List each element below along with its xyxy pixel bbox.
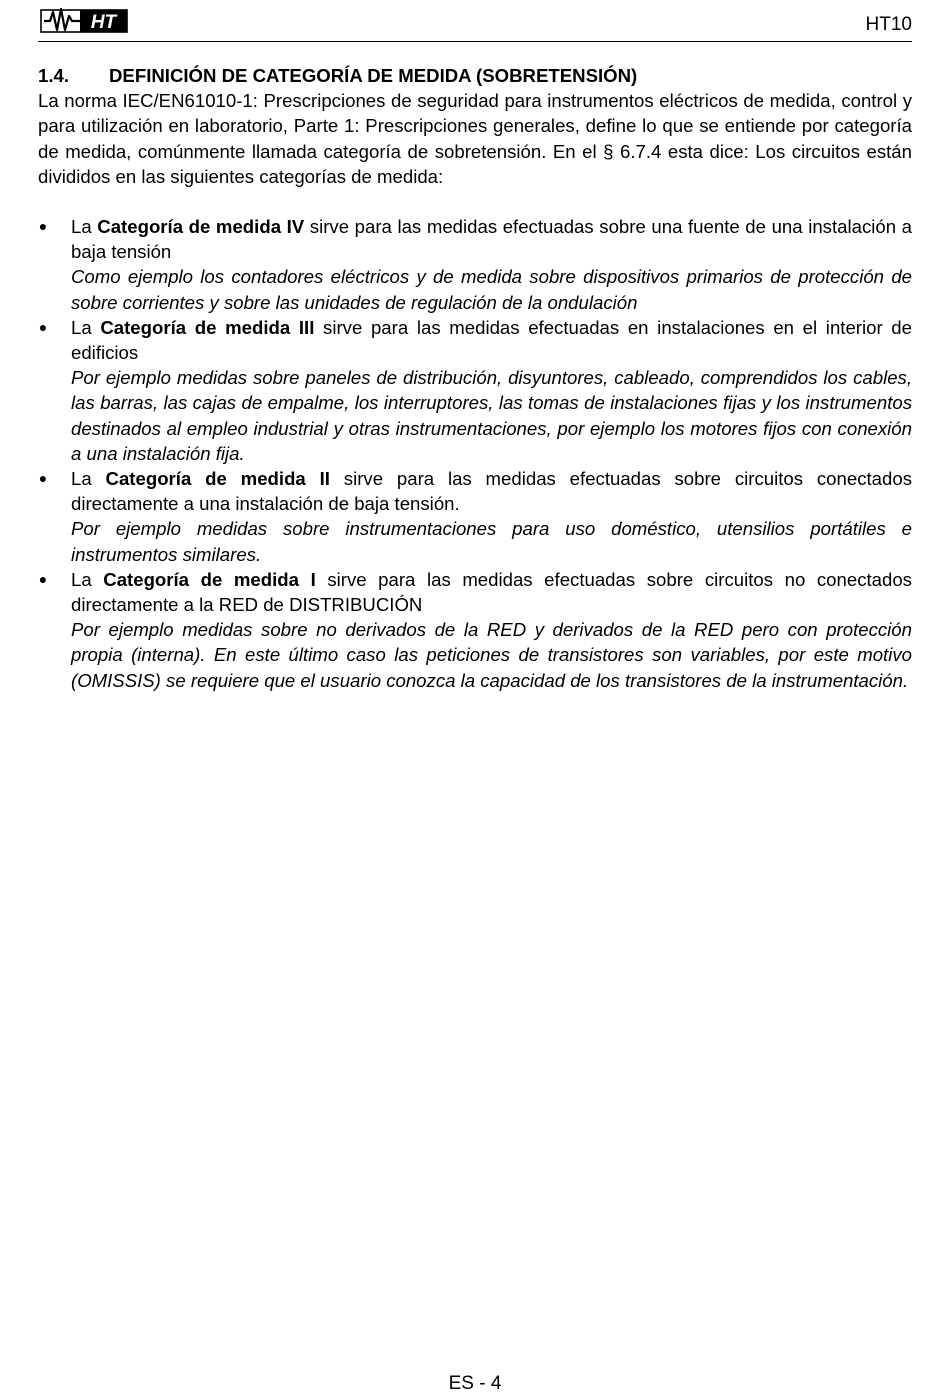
list-item [38, 315, 912, 466]
bullet-icon: ● [38, 218, 48, 235]
list-item [38, 567, 912, 693]
category-list [38, 214, 912, 693]
category-prefix: La [71, 216, 98, 238]
category-name: Categoría de medida II [105, 468, 330, 490]
ht-logo-icon [40, 4, 130, 36]
document-body [38, 63, 912, 693]
section-title: DEFINICIÓN DE CATEGORÍA DE MEDIDA (SOBRETENSIÓN) [109, 65, 638, 86]
category-prefix: La [71, 568, 104, 590]
list-item [38, 466, 912, 567]
category-example: Por ejemplo medidas sobre instrumentaciones para uso doméstico, utensilios portátiles e instrumentos similares. [71, 518, 912, 565]
category-description: sirve para las medidas efectuadas sobre una fuente de una instalación a baja tensión [71, 216, 912, 263]
section-heading [38, 63, 912, 88]
category-example: Por ejemplo medidas sobre no derivados de la RED y derivados de la RED pero con protección propia (interna). En este último caso las peticiones de transistores son variables, por este motivo (OMISSIS) se requiere que el usuario conozca la capacidad de los transistores de la instrumentación. [71, 619, 912, 691]
page-header [38, 0, 912, 42]
logo-text: HT [90, 12, 117, 33]
page-number: ES - 4 [448, 1373, 502, 1394]
category-prefix: La [71, 468, 106, 490]
category-description: sirve para las medidas efectuadas en instalaciones en el interior de edificios [71, 316, 912, 364]
section-number: 1.4. [38, 65, 70, 86]
category-prefix: La [71, 316, 101, 338]
category-description: sirve para las medidas efectuadas sobre circuitos conectados directamente a una instalación de baja tensión. [71, 468, 912, 515]
bullet-icon: ● [38, 570, 48, 587]
model-name: HT10 [865, 14, 912, 35]
category-example: Por ejemplo medidas sobre paneles de distribución, disyuntores, cableado, comprendidos los cables, las barras, las cajas de empalme, los interruptores, las tomas de instalaciones fijas y los instrumentos destinados al empleo industrial y otras instrumentaciones, por ejemplo los motores fijos con conexión a una instalación fija. [71, 367, 912, 464]
category-example: Como ejemplo los contadores eléctricos y de medida sobre dispositivos primarios de protección de sobre corrientes y sobre las unidades de regulación de la ondulación [71, 266, 912, 313]
category-name: Categoría de medida I [103, 568, 316, 590]
bullet-icon: ● [38, 318, 48, 335]
category-name: Categoría de medida IV [97, 216, 305, 238]
bullet-icon: ● [38, 470, 48, 487]
intro-paragraph: La norma IEC/EN61010-1: Prescripciones de seguridad para instrumentos eléctricos de medida, control y para utilización en laboratorio, Parte 1: Prescripciones generales, define lo que se entiende por categoría de medida, comúnmente llamada categoría de sobretensión. En el § 6.7.4 esta dice: Los circuitos están divididos en las siguientes categorías de medida: [38, 90, 912, 187]
list-item [38, 214, 912, 315]
category-name: Categoría de medida III [100, 316, 315, 338]
category-description: sirve para las medidas efectuadas sobre circuitos no conectados directamente a la RED de DISTRIBUCIÓN [71, 568, 912, 616]
